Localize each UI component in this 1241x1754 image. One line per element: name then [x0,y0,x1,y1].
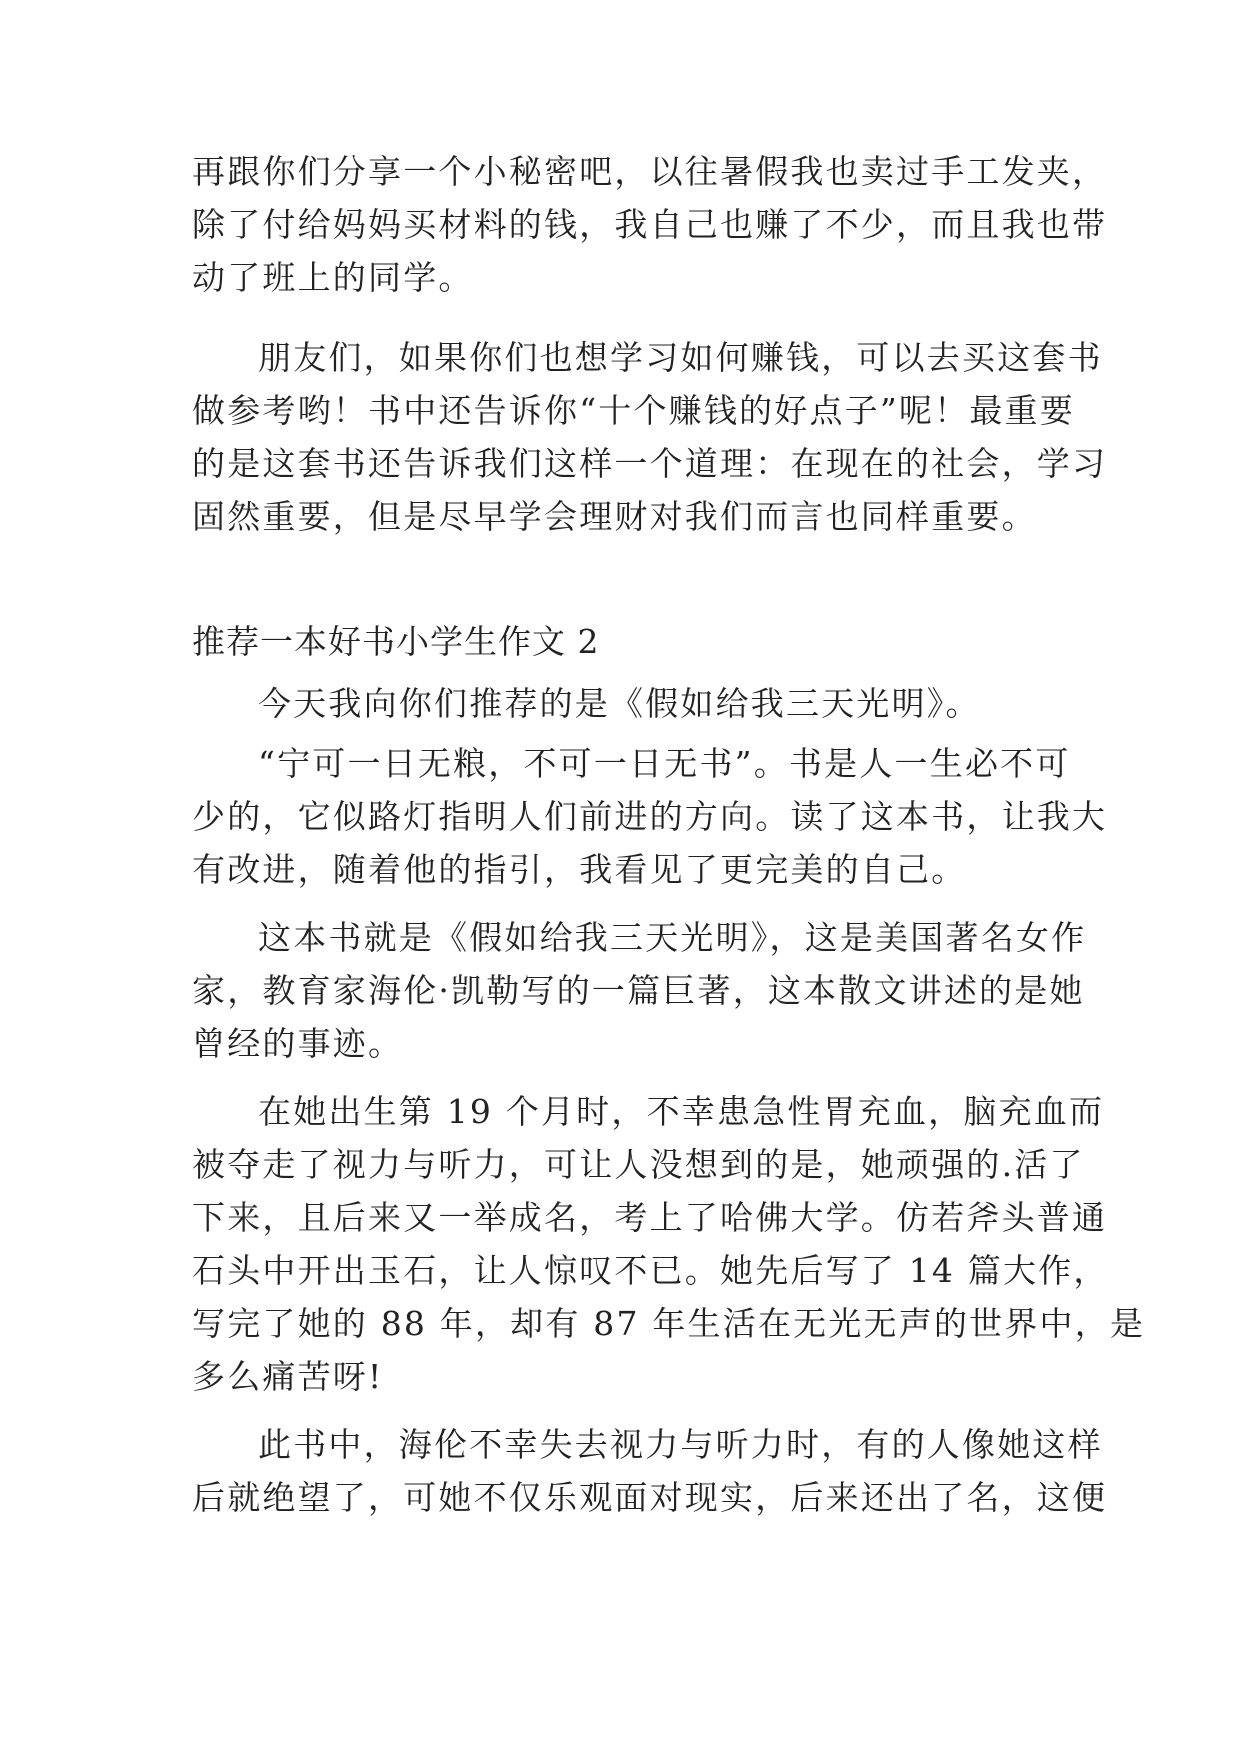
text-line: 有改进，随着他的指引，我看见了更完美的自己。 [192,850,967,889]
text-line: 在她出生第 19 个月时，不幸患急性胃充血，脑充血而 [258,1092,1105,1131]
text-line: 写完了她的 88 年，却有 87 年生活在无光无声的世界中，是 [192,1304,1146,1343]
text-line: 后就绝望了，可她不仅乐观面对现实，后来还出了名，这便 [192,1478,1108,1517]
text-line: 做参考哟！书中还告诉你“十个赚钱的好点子”呢！最重要 [192,391,1075,430]
text-line: 石头中开出玉石，让人惊叹不已。她先后写了 14 篇大作， [192,1251,1109,1290]
text-line: 此书中，海伦不幸失去视力与听力时，有的人像她这样 [258,1425,1103,1464]
text-line: 再跟你们分享一个小秘密吧，以往暑假我也卖过手工发夹， [192,152,1108,191]
text-line: 少的，它似路灯指明人们前进的方向。读了这本书，让我大 [192,797,1108,836]
text-line: 被夺走了视力与听力，可让人没想到的是，她顽强的.活了 [192,1145,1085,1184]
text-line: 今天我向你们推荐的是《假如给我三天光明》。 [258,684,981,723]
text-line: 朋友们，如果你们也想学习如何赚钱，可以去买这套书 [258,338,1103,377]
text-line: 曾经的事迹。 [192,1024,404,1063]
text-line: “宁可一日无粮，不可一日无书”。书是人一生必不可 [258,744,1071,783]
text-line: 家，教育家海伦·凯勒写的一篇巨著，这本散文讲述的是她 [192,971,1085,1010]
text-line: 下来，且后来又一举成名，考上了哈佛大学。仿若斧头普通 [192,1198,1108,1237]
text-line: 的是这套书还告诉我们这样一个道理：在现在的社会，学习 [192,444,1108,483]
text-line: 除了付给妈妈买材料的钱，我自己也赚了不少，而且我也带 [192,205,1108,244]
text-line: 固然重要，但是尽早学会理财对我们而言也同样重要。 [192,497,1037,536]
text-line: 动了班上的同学。 [192,258,474,297]
text-line: 多么痛苦呀! [192,1357,384,1396]
section-heading: 推荐一本好书小学生作文 2 [192,622,600,661]
text-line: 这本书就是《假如给我三天光明》，这是美国著名女作 [258,918,1087,957]
